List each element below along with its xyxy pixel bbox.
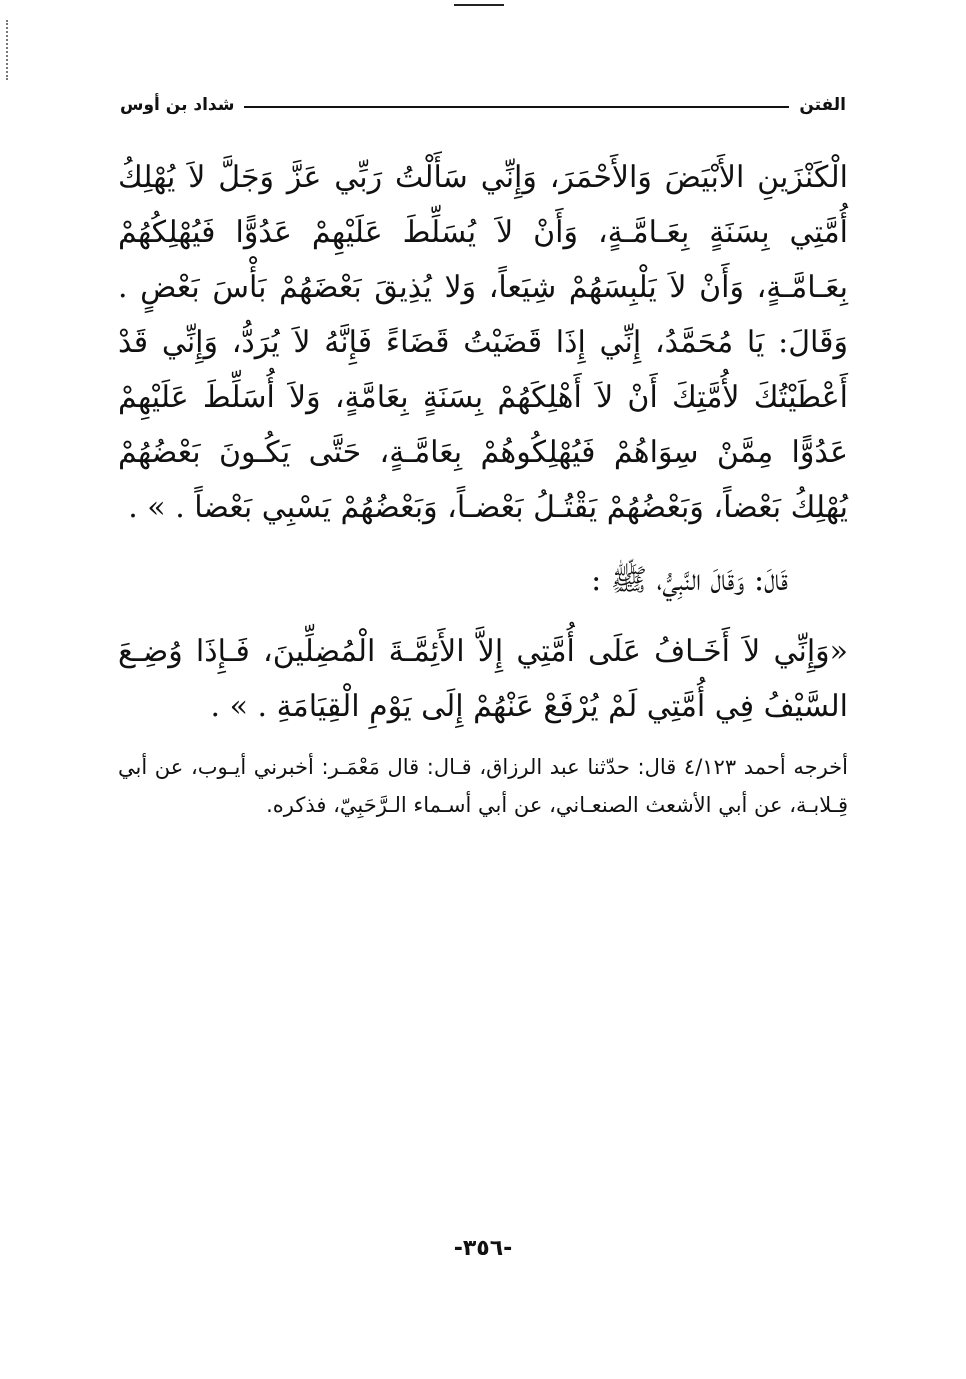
- main-text: [118, 150, 848, 734]
- footnote-text: أخرجه أحمد ٤/١٢٣ قال: حدّثنا عبد الرزاق، قـال: قال مَعْمَـر: أخبرني أيـوب، عن أبي قِـلابـة، عن أبي الأشعث الصنعـاني، عن أبي أسـماء الـرَّحَبِيّ، فذكره.: [118, 755, 848, 817]
- hadith-paragraph-2: «وَإِنِّي لاَ أَخَـافُ عَلَى أُمَّتِي إِلاَّ الأَئِمَّـةَ الْمُضِلِّينَ، فَـإِذَا وُضِـعَ السَّيْفُ فِي أُمَّتِي لَمْ يُرْفَعْ عَنْهُمْ إِلَى يَوْمِ الْقِيَامَةِ . » .: [118, 634, 848, 724]
- footnote: [118, 748, 848, 824]
- narrator-line: قَالَ: وَقَالَ النَّبِيُّ، ﷺ :: [591, 563, 788, 598]
- hadith-paragraph-1: الْكَنْزَينِ الأَبْيَضَ وَالأَحْمَرَ، وَإِنِّي سَأَلْتُ رَبِّي عَزَّ وَجَلَّ لاَ يُهْلِكُ أُمَّتِي بِسَنَةٍ بِعَـامَّـةٍ، وَأَنْ لاَ يُسَلِّطَ عَلَيْهِمْ عَدُوًّا فَيُهْلِكُهُمْ بِعَـامَّـةٍ، وَأَنْ لاَ يَلْبِسَهُمْ شِيَعاً، وَلا يُذِيقَ بَعْضَهُمْ بَأْسَ بَعْضٍ . وَقَالَ: يَا مُحَمَّدُ، إِنِّي إِذَا قَضَيْتُ قَضَاءً فَإِنَّهُ لاَ يُرَدُّ، وَإِنِّي قَدْ أَعْطَيْتُكَ لأُمَّتِكَ أَنْ لاَ أَهْلِكَهُمْ بِسَنَةٍ بِعَامَّةٍ، وَلاَ أُسَلِّطَ عَلَيْهِمْ عَدُوًّا مِمَّنْ سِوَاهُمْ فَيُهْلِكُوهُمْ بِعَامَّـةٍ، حَتَّى يَكُـونَ بَعْضُهُمْ يُهْلِكُ بَعْضاً، وَبَعْضُهُمْ يَقْتُـلُ بَعْضـاً، وَبَعْضُهُمْ يَسْبِي بَعْضاً . » .: [118, 160, 848, 525]
- scan-edge-dots: [6, 20, 10, 80]
- running-header: [120, 90, 846, 120]
- chapter-title: الفتن: [799, 95, 846, 115]
- page-number: -٣٥٦-: [453, 1236, 513, 1261]
- scan-top-mark: [454, 4, 504, 6]
- header-rule: [244, 106, 789, 108]
- narrator-name: شداد بن أوس: [120, 95, 235, 115]
